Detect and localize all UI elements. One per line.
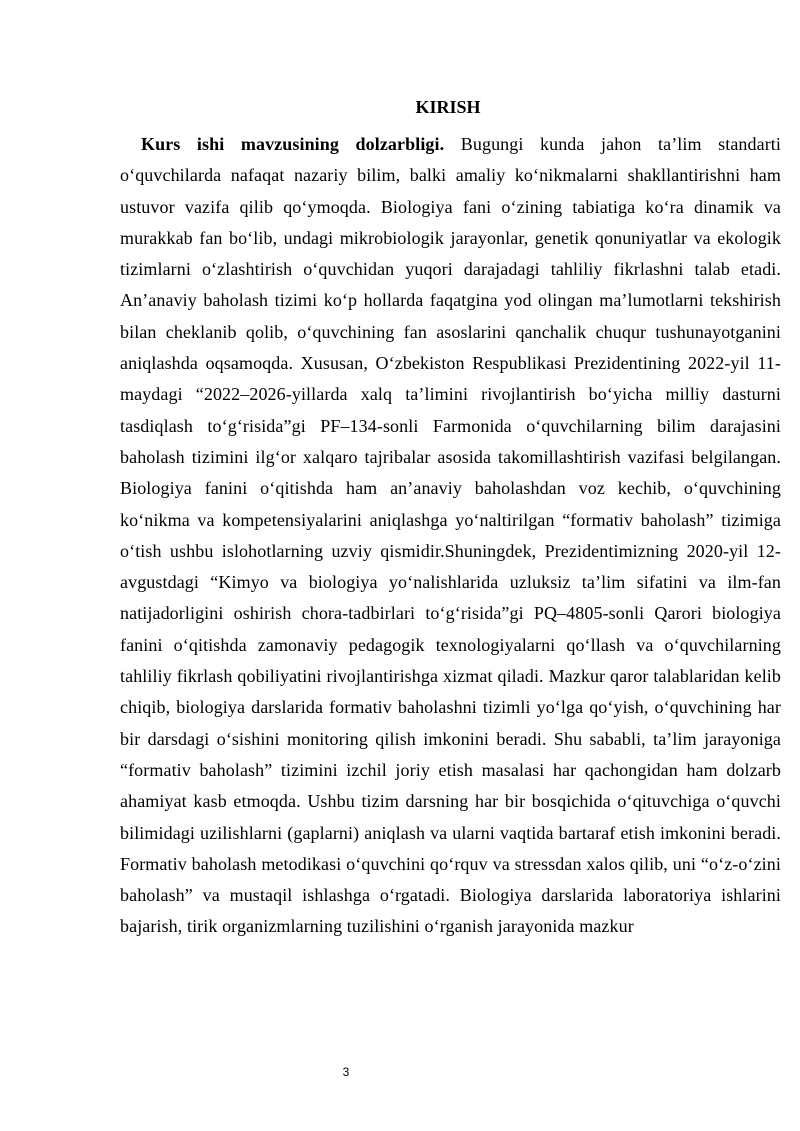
paragraph-lead: Kurs ishi mavzusining dolzarbligi. [141,134,445,154]
page-number: 3 [342,1065,350,1079]
body-paragraph [120,129,781,943]
paragraph-text: Bugungi kunda jahon ta’lim standarti o‘quvchilarda nafaqat nazariy bilim, balki amaliy ko‘nikmalarni shakllantirishni ham ustuvor vazifa qilib qo‘ymoqda. Biologiya fani o‘zining tabiatiga ko‘ra dinamik va murakkab fan bo‘lib, undagi mikrobiologik jarayonlar, genetik qonuniyatlar va ekologik tizimlarni o‘zlashtirish o‘quvchidan yuqori darajadagi tahliliy fikrlashni talab etadi. An’anaviy baholash tizimi ko‘p hollarda faqatgina yod olingan ma’lumotlarni tekshirish bilan cheklanib qolib, o‘quvchining fan asoslarini qanchalik chuqur tushunayotganini aniqlashda oqsamoqda. Xususan, O‘zbekiston Respublikasi Prezidentining 2022-yil 11-maydagi “2022–2026-yillarda xalq ta’limini rivojlantirish bo‘yicha milliy dasturni tasdiqlash to‘g‘risida”gi PF–134-sonli Farmonida o‘quvchilarning bilim darajasini baholash tizimini ilg‘or xalqaro tajribalar asosida takomillashtirish vazifasi belgilangan. Biologiya fanini o‘qitishda ham an’anaviy baholashdan voz kechib, o‘quvchining ko‘nikma va kompetensiyalarini aniqlashga yo‘naltirilgan “formativ baholash” tizimiga o‘tish ushbu islohotlarning uzviy qismidir.Shuningdek, Prezidentimizning 2020-yil 12-avgustdagi “Kimyo va biologiya yo‘nalishlarida uzluksiz ta’lim sifatini va ilm-fan natijadorligini oshirish chora-tadbirlari to‘g‘risida”gi PQ–4805-sonli Qarori biologiya fanini o‘qitishda zamonaviy pedagogik texnologiyalarni qo‘llash va o‘quvchilarning tahliliy fikrlash qobiliyatini rivojlantirishga xizmat qiladi. Mazkur qaror talablaridan kelib chiqib, biologiya darslarida formativ baholashni tizimli yo‘lga qo‘yish, o‘quvchining har bir darsdagi o‘sishini monitoring qilish imkonini beradi. Shu sababli, ta’lim jarayoniga “formativ baholash” tizimini izchil joriy etish masalasi har qachongidan ham dolzarb ahamiyat kasb etmoqda. Ushbu tizim darsning har bir bosqichida o‘qituvchiga o‘quvchi bilimidagi uzilishlarni (gaplarni) aniqlash va ularni vaqtida bartaraf etish imkonini beradi. Formativ baholash metodikasi o‘quvchini qo‘rquv va stressdan xalos qilib, uni “o‘z-o‘zini baholash” va mustaqil ishlashga o‘rgatadi. Biologiya darslarida laboratoriya ishlarini bajarish, tirik organizmlarning tuzilishini o‘rganish jarayonida mazkur [120,134,782,937]
section-heading: KIRISH [415,97,481,117]
